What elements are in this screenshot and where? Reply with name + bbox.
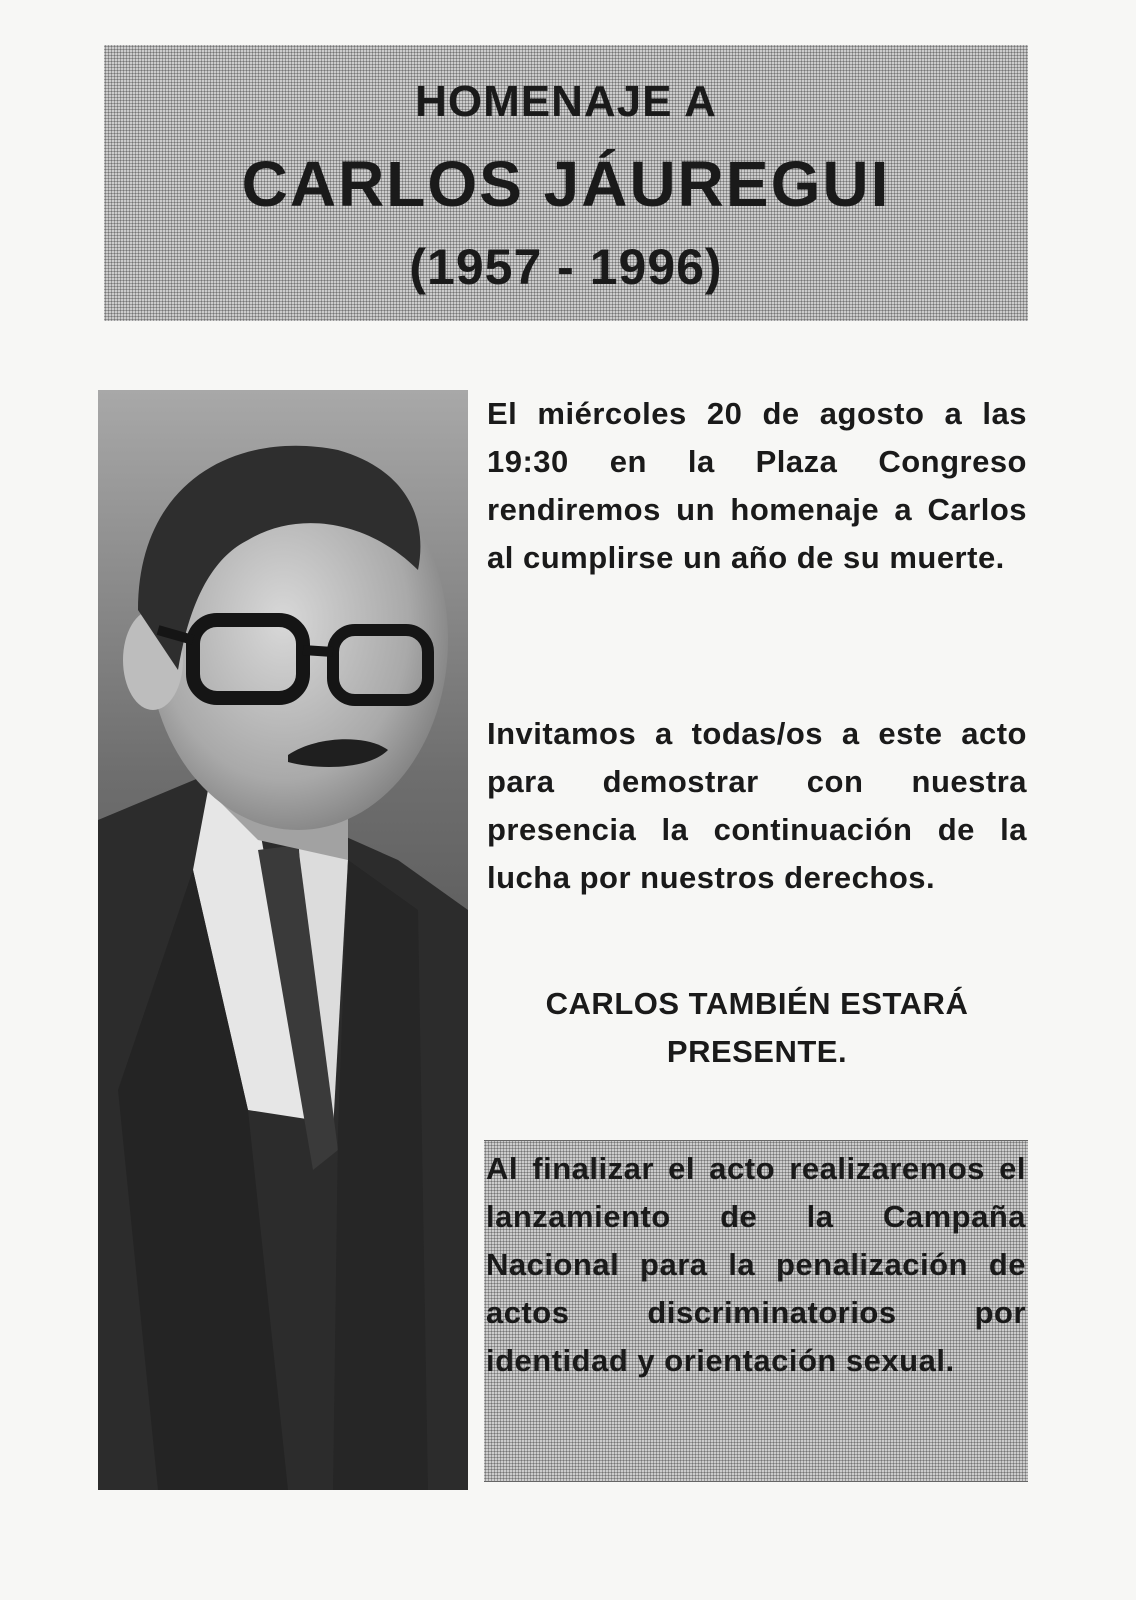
portrait-photo (98, 390, 468, 1490)
presence-statement-line2: PRESENTE. (666, 1034, 848, 1069)
header-banner (104, 45, 1028, 321)
campaign-announcement-text: Al finalizar el acto realizaremos el lanzamiento de la Campaña Nacional para la penalización de actos discriminatorios por identidad y orientación sexual. (486, 1151, 1026, 1378)
campaign-announcement-box (484, 1140, 1028, 1482)
presence-statement-line1: CARLOS TAMBIÉN ESTARÁ (545, 986, 969, 1021)
presence-statement (487, 980, 1027, 1076)
portrait-illustration (98, 390, 468, 1490)
header-tribute-label: HOMENAJE A (415, 77, 717, 126)
header-person-name: CARLOS JÁUREGUI (241, 148, 891, 220)
header-life-years: (1957 - 1996) (409, 239, 723, 295)
event-details-paragraph: El miércoles 20 de agosto a las 19:30 en la Plaza Congreso rendiremos un homenaje a Carlos al cumplirse un año de su muerte. (487, 396, 1027, 575)
invitation-paragraph: Invitamos a todas/os a este acto para demostrar con nuestra presencia la continuación de la lucha por nuestros derechos. (487, 716, 1027, 895)
